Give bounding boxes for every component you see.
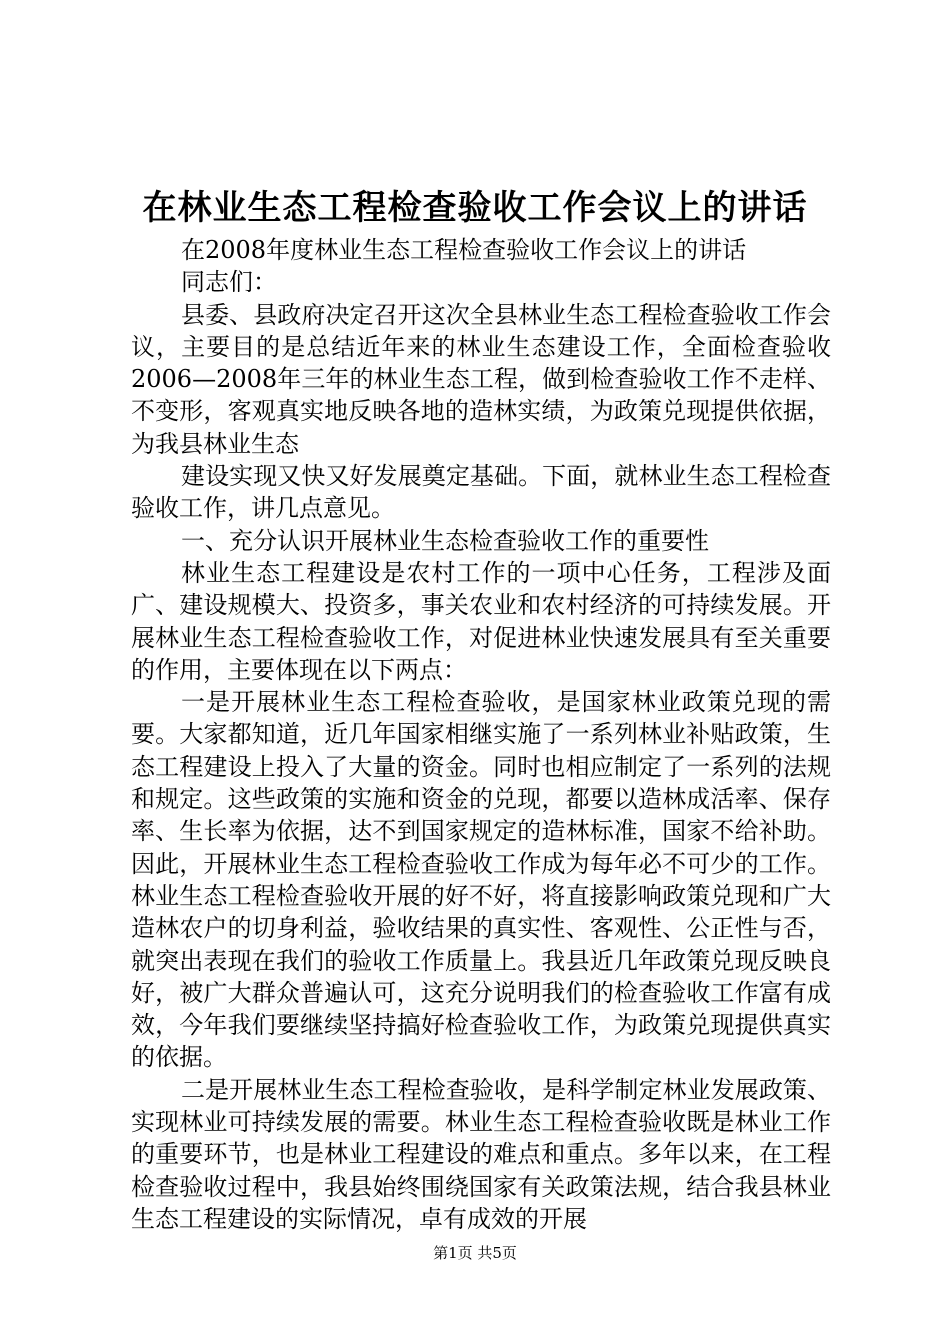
paragraph-point-1: 一是开展林业生态工程检查验收，是国家林业政策兑现的需要。大家都知道，近几年国家相继实施了一系列林业补贴政策，生态工程建设上投入了大量的资金。同时也相应制定了一系列的法规和规定。这些政策的实施和资金的兑现，都要以造林成活率、保存率、生长率为依据，达不到国家规定的造林标准，国家不给补助。因此，开展林业生态工程检查验收工作成为每年必不可少的工作。林业生态工程检查验收开展的好不好，将直接影响政策兑现和广大造林农户的切身利益，验收结果的真实性、客观性、公正性与否，就突出表现在我们的验收工作质量上。我县近几年政策兑现反映良好，被广大群众普遍认可，这充分说明我们的检查验收工作富有成效，今年我们要继续坚持搞好检查验收工作，为政策兑现提供真实的依据。 (131, 688, 831, 1072)
paragraph-subtitle: 在2008年度林业生态工程检查验收工作会议上的讲话 (181, 236, 747, 264)
paragraph-section-1: 林业生态工程建设是农村工作的一项中心任务，工程涉及面广、建设规模大、投资多，事关农业和农村经济的可持续发展。开展林业生态工程检查验收工作，对促进林业快速发展具有至关重要的作用，主要体现在以下两点： (131, 558, 831, 684)
paragraph-intro: 县委、县政府决定召开这次全县林业生态工程检查验收工作会议，主要目的是总结近年来的林业生态建设工作，全面检查验收2006—2008年三年的林业生态工程，做到检查验收工作不走样、不变形，客观真实地反映各地的造林实绩，为政策兑现提供依据，为我县林业生态 (131, 300, 831, 458)
document-body (131, 234, 831, 1235)
page-footer: 第1页 共5页 (433, 1244, 517, 1262)
paragraph-intro-continued: 建设实现又快又好发展奠定基础。下面，就林业生态工程检查验收工作，讲几点意见。 (131, 462, 831, 523)
section-heading-1: 一、充分认识开展林业生态检查验收工作的重要性 (181, 526, 709, 555)
paragraph-point-2: 二是开展林业生态工程检查验收，是科学制定林业发展政策、实现林业可持续发展的需要。林业生态工程检查验收既是林业工作的重要环节，也是林业工程建设的难点和重点。多年以来，在工程检查验收过程中，我县始终围绕国家有关政策法规，结合我县林业生态工程建设的实际情况，卓有成效的开展 (131, 1075, 831, 1233)
paragraph-salutation: 同志们： (181, 268, 277, 297)
document-title: 在林业生态工程检查验收工作会议上的讲话 (142, 188, 808, 228)
